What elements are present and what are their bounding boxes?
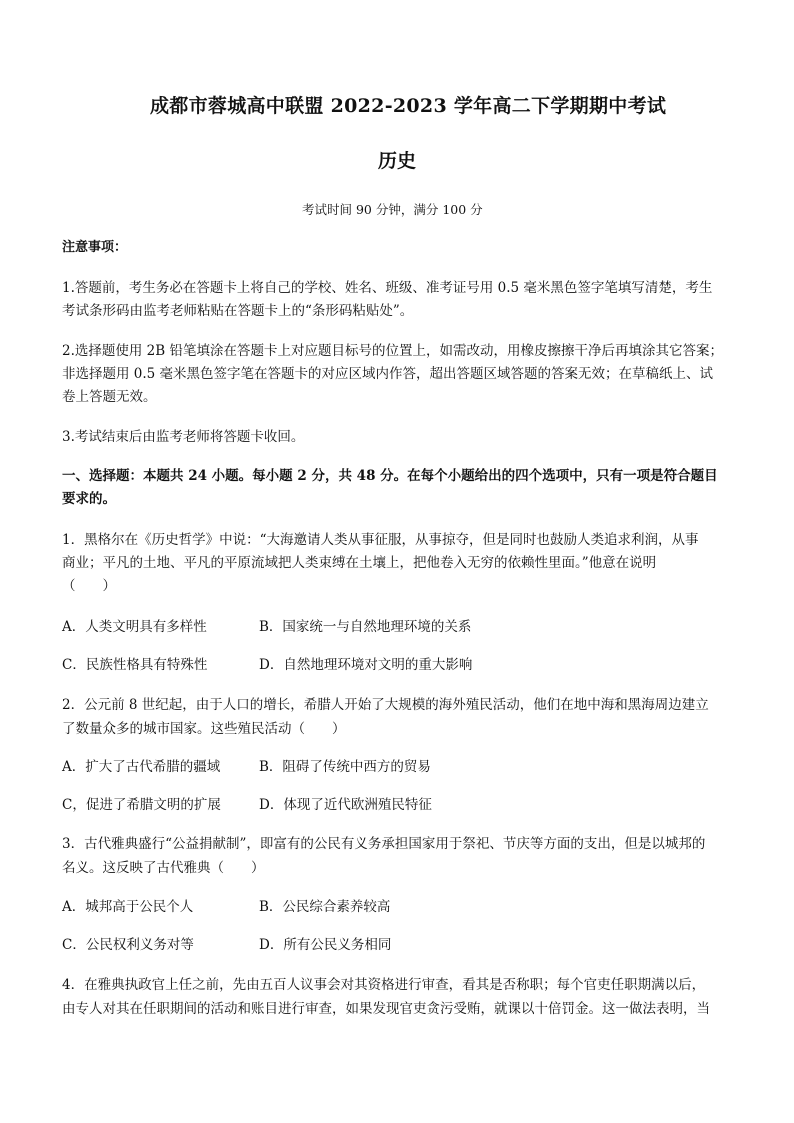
exam-title: 成都市蓉城高中联盟 2022-2023 学年高二下学期期中考试 (150, 95, 667, 117)
q2-option-d: D．体现了近代欧洲殖民特征 (259, 797, 432, 813)
q2-option-b: B．阻碍了传统中西方的贸易 (259, 759, 431, 775)
q2-option-a: A．扩大了古代希腊的疆域 (62, 759, 221, 775)
q2-stem-line-2: 了数量众多的城市国家。这些殖民活动（ ） (62, 721, 346, 737)
note-2-line-2: 非选择题用 0.5 毫米黑色签字笔在答题卡的对应区域内作答，超出答题区域答题的答案无效；在草稿纸上、试 (62, 366, 714, 382)
q2-stem-line-1: 2．公元前 8 世纪起，由于人口的增长，希腊人开始了大规模的海外殖民活动，他们在地中海和黑海周边建立 (62, 697, 709, 713)
q1-stem-line-3: （ ） (62, 578, 116, 594)
q3-stem-line-2: 名义。这反映了古代雅典（ ） (62, 860, 265, 876)
q2-option-c: C，促进了希腊文明的扩展 (62, 797, 221, 813)
note-3: 3.考试结束后由监考老师将答题卡收回。 (62, 429, 305, 445)
note-1-line-1: 1.答题前，考生务必在答题卡上将自己的学校、姓名、班级、准考证号用 0.5 毫米黑色签字笔填写清楚，考生 (62, 280, 713, 296)
section-1-heading-line-2: 要求的。 (62, 491, 116, 507)
q3-stem-line-1: 3．古代雅典盛行“公益捐献制”，即富有的公民有义务承担国家用于祭祀、节庆等方面的支出，但是以城邦的 (62, 836, 706, 852)
q1-stem-line-2: 商业；平凡的土地、平凡的平原流域把人类束缚在土壤上，把他卷入无穷的依赖性里面。”他意在说明 (62, 555, 657, 571)
q3-option-a: A．城邦高于公民个人 (62, 899, 194, 915)
note-2-line-1: 2.选择题使用 2B 铅笔填涂在答题卡上对应题目标号的位置上，如需改动，用橡皮擦擦干净后再填涂其它答案； (62, 343, 723, 359)
q3-option-d: D．所有公民义务相同 (259, 937, 392, 953)
q3-option-b: B．公民综合素养较高 (259, 899, 391, 915)
q1-option-c: C．民族性格具有特殊性 (62, 657, 208, 673)
subject-title: 历史 (378, 150, 417, 172)
q4-stem-line-2: 由专人对其在任职期间的活动和账目进行审查，如果发现官吏贪污受贿，就课以十倍罚金。这一做法表明，当 (62, 1001, 710, 1017)
q4-stem-line-1: 4．在雅典执政官上任之前，先由五百人议事会对其资格进行审查，看其是否称职；每个官吏任职期满以后， (62, 977, 706, 993)
q3-option-c: C．公民权利义务对等 (62, 937, 194, 953)
q1-option-a: A．人类文明具有多样性 (62, 619, 207, 635)
note-2-line-3: 卷上答题无效。 (62, 389, 157, 405)
notes-heading: 注意事项： (62, 240, 128, 255)
note-1-line-2: 考试条形码由监考老师粘贴在答题卡上的“条形码粘贴处”。 (62, 303, 414, 319)
q1-stem-line-1: 1．黑格尔在《历史哲学》中说：“大海邀请人类从事征服，从事掠夺，但是同时也鼓励人类追求利润，从事 (62, 532, 699, 548)
exam-info: 考试时间 90 分钟，满分 100 分 (302, 202, 483, 217)
section-1-heading-line-1: 一、选择题：本题共 24 小题。每小题 2 分，共 48 分。在每个小题给出的四个选项中，只有一项是符合题目 (62, 468, 718, 484)
q1-option-d: D．自然地理环境对文明的重大影响 (259, 657, 473, 673)
q1-option-b: B．国家统一与自然地理环境的关系 (259, 619, 472, 635)
